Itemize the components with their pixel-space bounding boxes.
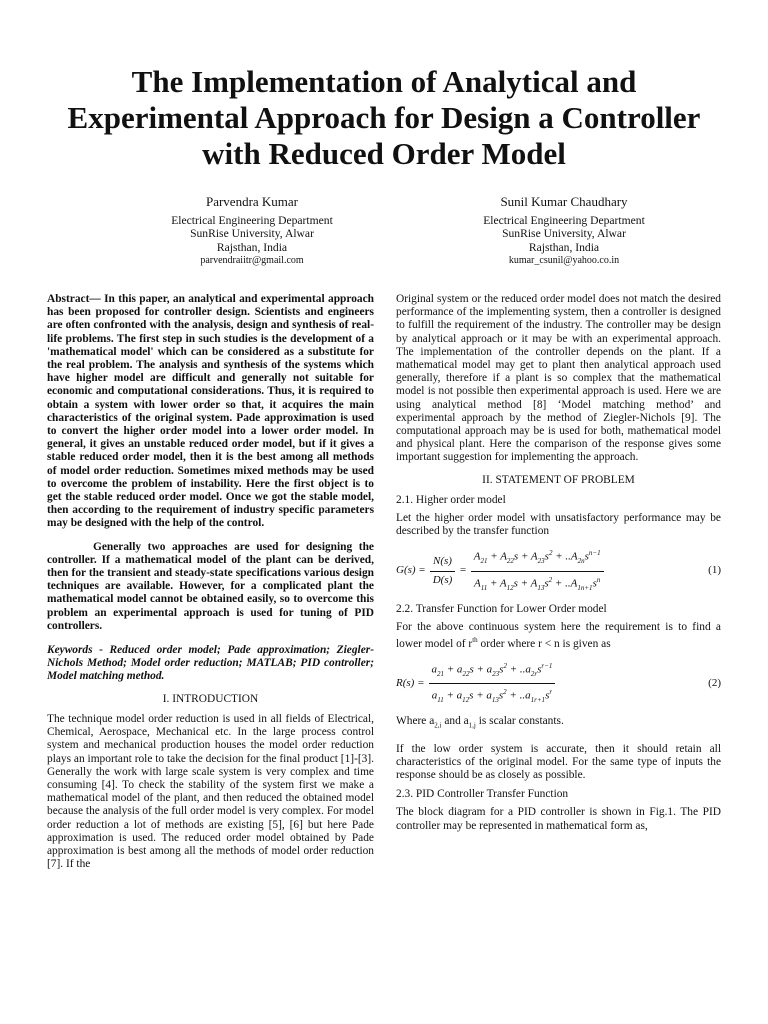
- author-block-1: [122, 195, 382, 268]
- author-dept: Electrical Engineering Department: [171, 213, 333, 227]
- subsection-2-3: 2.3. PID Controller Transfer Function: [396, 788, 569, 801]
- author-dept: Electrical Engineering Department: [483, 213, 645, 227]
- intro-continued: Original system or the reduced order model does not match the desired performance of the implementing system, then a controller is designed to fulfill the requirement of the industry. The controller may be design by analytical approach or it may be with an experimental approach. The implementation of the controller depends on the plant. If a mathematical model may get to plant then analytical approach used generally, therefore if a plant is so complex that the mathematical model is not possible then experimental approach is used. Here we are using analytical method [8] ‘Model matching method’ and experimental approach by the method of Ziegler-Nichols [9]. The computational approach may be is used for both, mathematical model and physical plant. Here the comparison of the response gives some important suggestion for implementing the approach.: [396, 293, 721, 464]
- author-name: Sunil Kumar Chaudhary: [500, 194, 628, 209]
- author-univ: SunRise University, Alwar: [502, 227, 626, 241]
- author-location: Rajsthan, India: [528, 240, 600, 254]
- abstract-paragraph-2: Generally two approaches are used for designing the controller. If a mathematical model of the plant can be derived, then for the transient and steady-state specifications various design techniques are available. However, for a complicated plant the mathematical model cannot be obtained easily, so to overcome this problem an experimental approach is used for tuning of PID controllers.: [47, 540, 374, 632]
- keywords: Keywords - Reduced order model; Pade approximation; Ziegler-Nichols Method; Model order reduction; MATLAB; PID controller; Model matching method.: [47, 644, 374, 683]
- left-column: [47, 293, 374, 871]
- author-univ: SunRise University, Alwar: [190, 227, 314, 241]
- author-location: Rajsthan, India: [216, 240, 288, 254]
- author-name: Parvendra Kumar: [205, 194, 299, 209]
- author-email: parvendraiitr@gmail.com: [200, 255, 304, 267]
- abstract: Abstract— In this paper, an analytical and experimental approach has been proposed for controller design. Scientists and engineers are often confronted with the analysis, design and synthesis of real-life problems. The first step in such studies is the development of a 'mathematical model' which can be considered as a substitute for the real problem. The analysis and synthesis of the systems which have higher model are difficult and generally not suitable for economic and computational considerations. Thus, it is required to obtain a system with lower order so that, it acquires the main characteristics of the original system. Pade approximation is used to convert the higher order model into a lower order model. In general, it gives an unstable reduced order model, but if it gives a stable reduced order model, then it is the best among all methods of model order reduction. Sometimes mixed methods may be used to overcome the problem of instability. Here the first object is to get the stable reduced order model. Once we got the stable model, then according to the requirement of industry specific parameters may be designed with the help of the control.: [47, 293, 374, 530]
- introduction-text: The technique model order reduction is used in all fields of Electrical, Chemical, Aerospace, Mechanical etc. In the large process control system and mechanical production houses the model order reduction plays an important role to take the decision for the final product [1]-[3]. Generally the work with large scale system is very complex and time consuming [4]. To check the stability of the system first we make a mathematical model of the plant, and then reduced the obtained model because the analysis of the full order model is very complex. For model order reduction a lot of methods are existing [5], [6] but here Pade approximation is used. The reduced order model obtained by Pade approximation is best among all the methods of model order reduction [7]. If the: [47, 712, 374, 871]
- equation-2-body: R(s) = $\frac{a_{21} + a_{22}s + a_{23}s^2 + ..a_{2r}s^{r-1}}{a_{11} + a_{12}s + a_{13}s^2 + ..a_{1r+1}s^r}$: [396, 660, 697, 707]
- section-heading-introduction: I. INTRODUCTION: [162, 692, 259, 705]
- paragraph-low-order: If the low order system is accurate, then it should retain all characteristics of the original model. For the same type of inputs the response should be as closely as possible.: [396, 742, 721, 781]
- subsection-2-2: 2.2. Transfer Function for Lower Order model: [396, 602, 607, 615]
- equation-1-body: G(s) = $\frac{N(s)}{D(s)}$ = $\frac{A_{21} + A_{22}s + A_{23}s^2 + ..A_{2n}s^{n-1}}{A_{11} + A_{12}s + A_{13}s^2 + ..A_{1n+1}s^n}$: [396, 547, 697, 594]
- right-column: [396, 293, 721, 833]
- paragraph-where: Where $a_{2,i}$ and $a_{1,j}$ is scalar constants.: [396, 715, 564, 730]
- author-email: kumar_csunil@yahoo.co.in: [508, 255, 620, 267]
- paragraph-2-1: Let the higher order model with unsatisfactory performance may be described by the transfer function: [396, 512, 721, 538]
- equation-1: [396, 547, 721, 594]
- equation-1-number: (1): [708, 564, 721, 577]
- author-block-2: [434, 195, 694, 268]
- section-heading-problem: II. STATEMENT OF PROBLEM: [482, 473, 635, 486]
- equation-2-number: (2): [708, 676, 721, 689]
- paragraph-2-3: The block diagram for a PID controller is shown in Fig.1. The PID controller may be represented in mathematical form as,: [396, 806, 721, 832]
- equation-2: [396, 660, 721, 707]
- paragraph-2-2: For the above continuous system here the requirement is to find a lower model of $r^{th}$ order where r < n is given as: [396, 620, 721, 650]
- paper-title: The Implementation of Analytical and Experimental Approach for Design a Controller with Reduced Order Model: [67, 64, 701, 171]
- subsection-2-1: 2.1. Higher order model: [396, 493, 506, 506]
